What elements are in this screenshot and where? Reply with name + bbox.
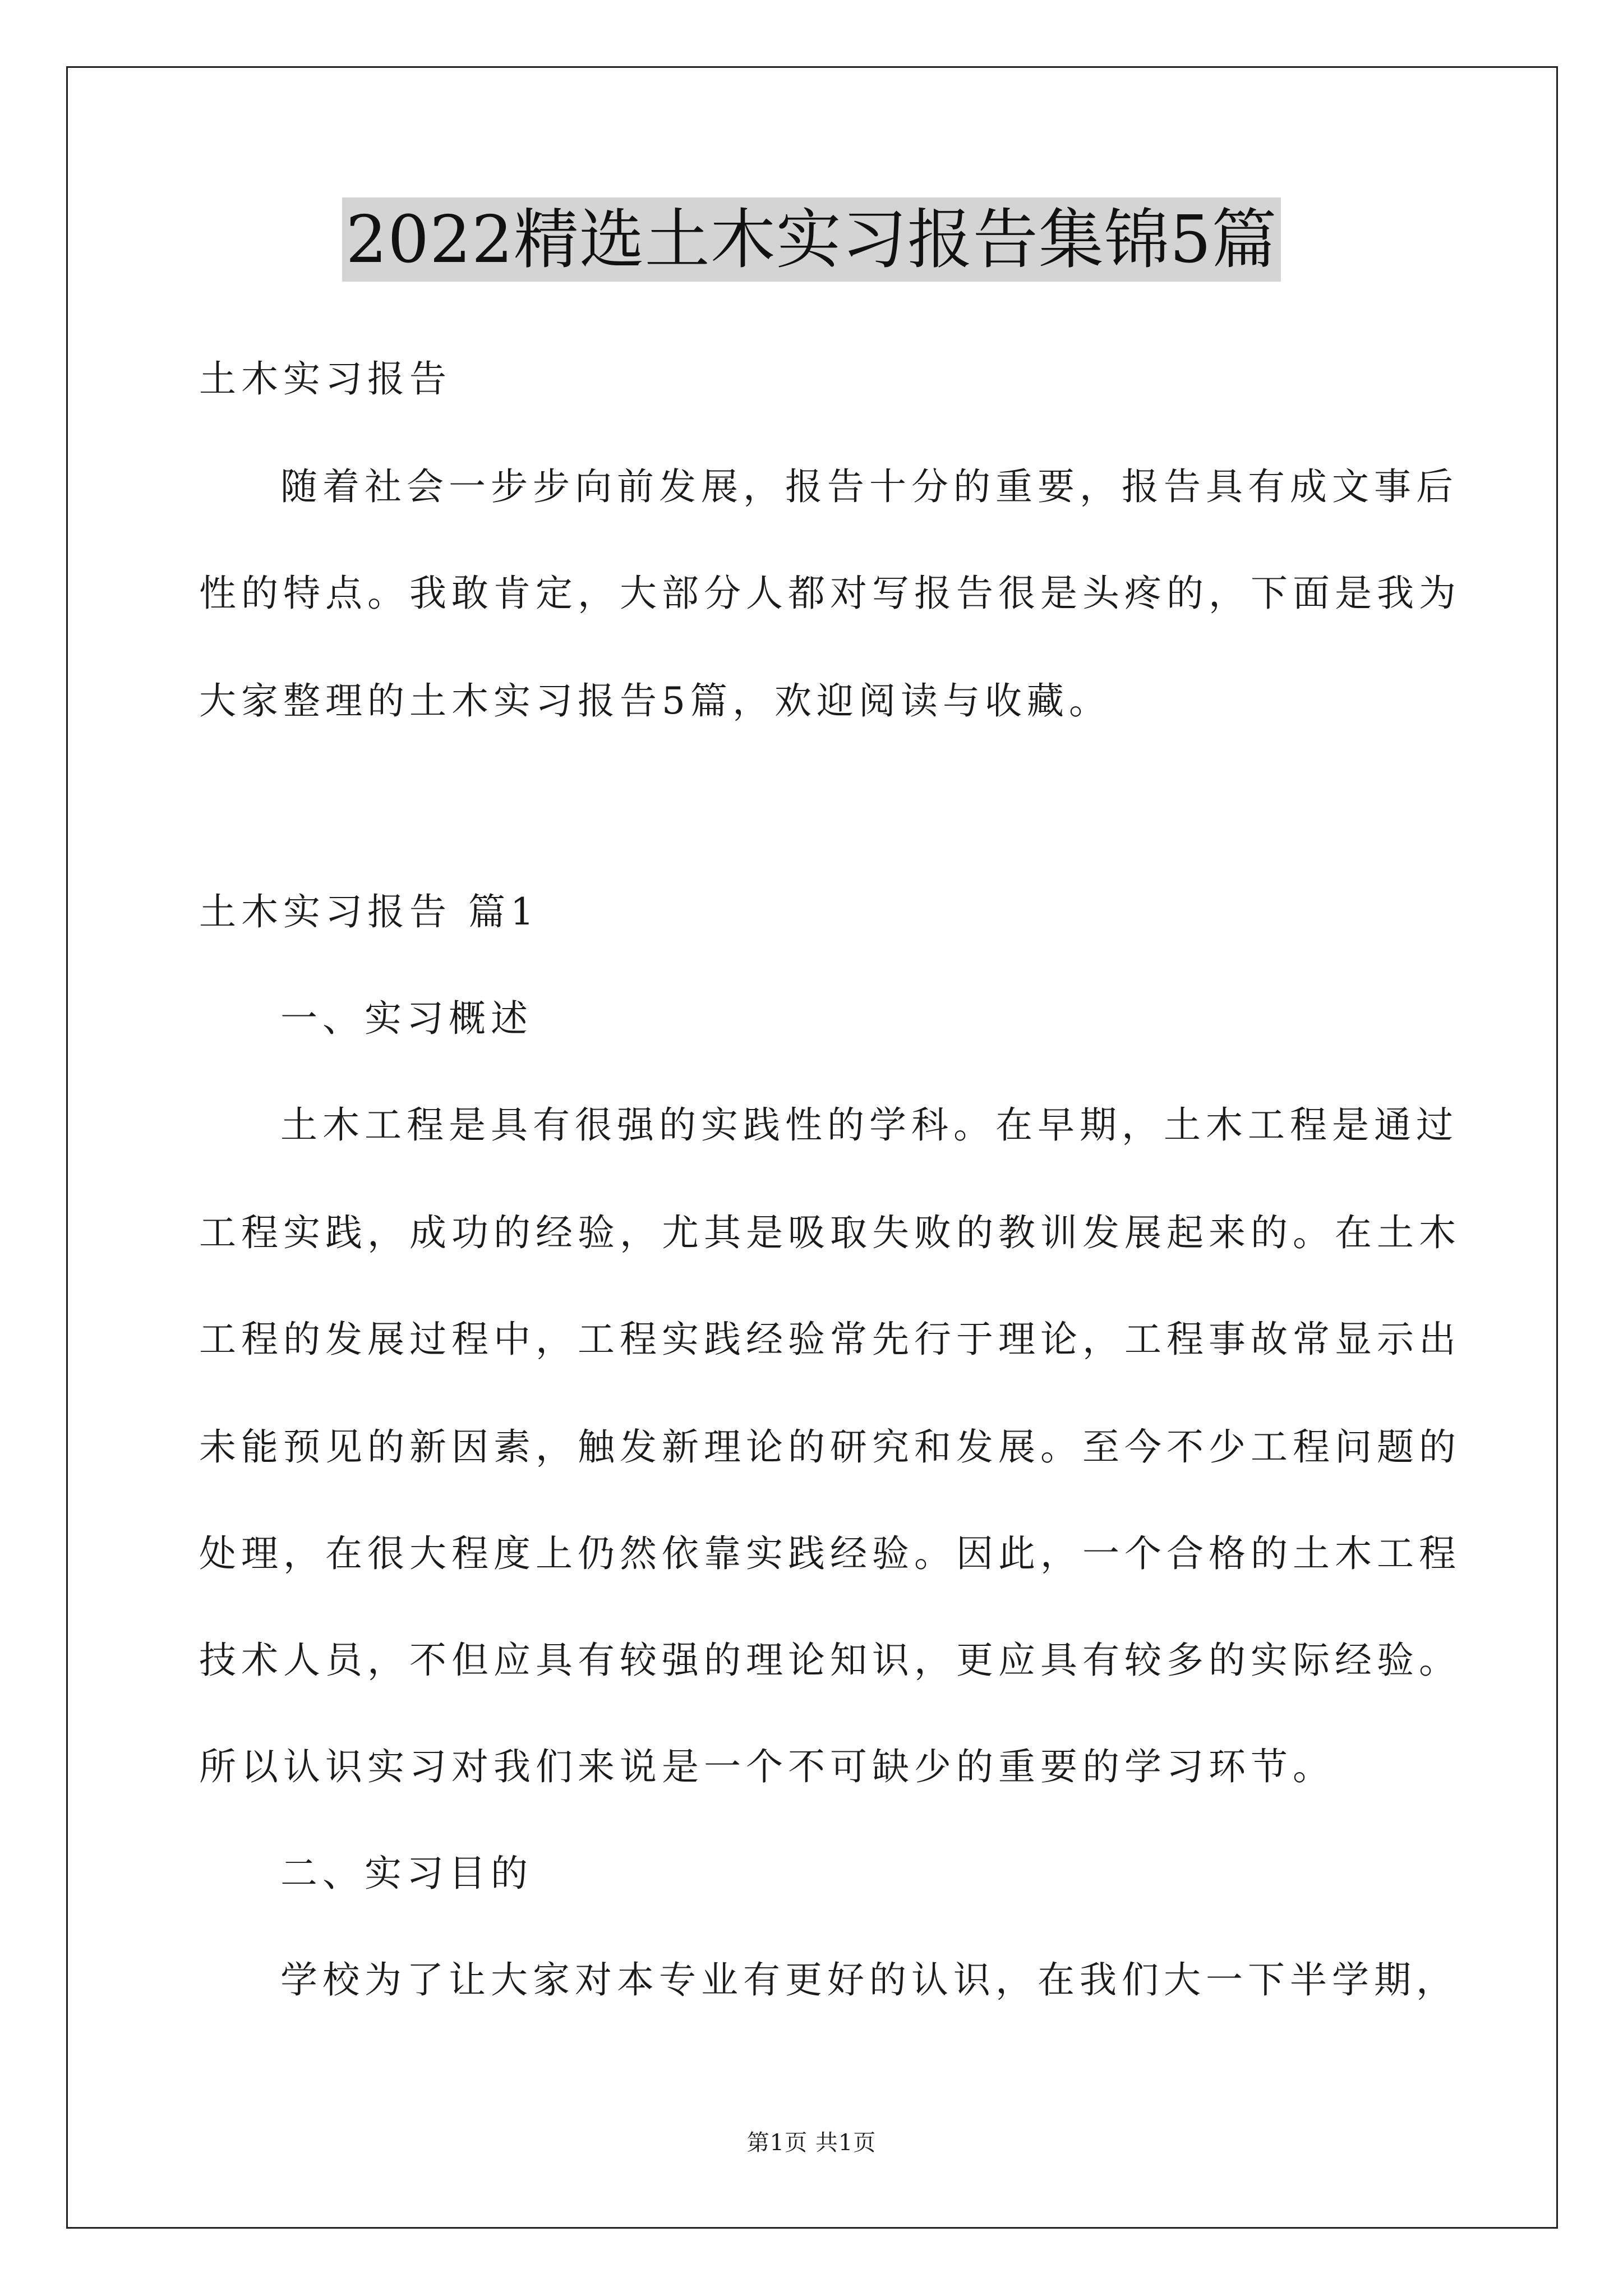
- body-paragraph-line: 工程实践，成功的经验，尤其是吸取失败的教训发展起来的。在土木: [199, 1211, 1461, 1254]
- chapter-heading: 土木实习报告 篇1: [199, 890, 539, 933]
- body-paragraph-line: 处理，在很大程度上仍然依靠实践经验。因此，一个合格的土木工程: [199, 1532, 1461, 1575]
- intro-paragraph-line: 随着社会一步步向前发展，报告十分的重要，报告具有成文事后: [280, 465, 1458, 508]
- page-footer: 第1页 共1页: [746, 2130, 877, 2156]
- subsection-heading: 一、实习概述: [280, 997, 533, 1040]
- section-heading: 土木实习报告: [199, 357, 451, 401]
- intro-paragraph-line: 性的特点。我敢肯定，大部分人都对写报告很是头疼的，下面是我为: [199, 572, 1461, 615]
- body-paragraph-line: 土木工程是具有很强的实践性的学科。在早期，土木工程是通过: [280, 1103, 1458, 1147]
- body-paragraph-line: 技术人员，不但应具有较强的理论知识，更应具有较多的实际经验。: [199, 1639, 1461, 1682]
- title-container: [0, 197, 1623, 282]
- body-paragraph-line: 所以认识实习对我们来说是一个不可缺少的重要的学习环节。: [199, 1745, 1335, 1788]
- intro-paragraph-line: 大家整理的土木实习报告5篇，欢迎阅读与收藏。: [199, 679, 1111, 723]
- body-paragraph-line: 未能预见的新因素，触发新理论的研究和发展。至今不少工程问题的: [199, 1425, 1461, 1469]
- document-title: 2022精选土木实习报告集锦5篇: [342, 197, 1280, 282]
- body-paragraph-line: 学校为了让大家对本专业有更好的认识，在我们大一下半学期，: [280, 1958, 1458, 2001]
- subsection-heading: 二、实习目的: [280, 1852, 533, 1895]
- body-paragraph-line: 工程的发展过程中，工程实践经验常先行于理论，工程事故常显示出: [199, 1318, 1461, 1361]
